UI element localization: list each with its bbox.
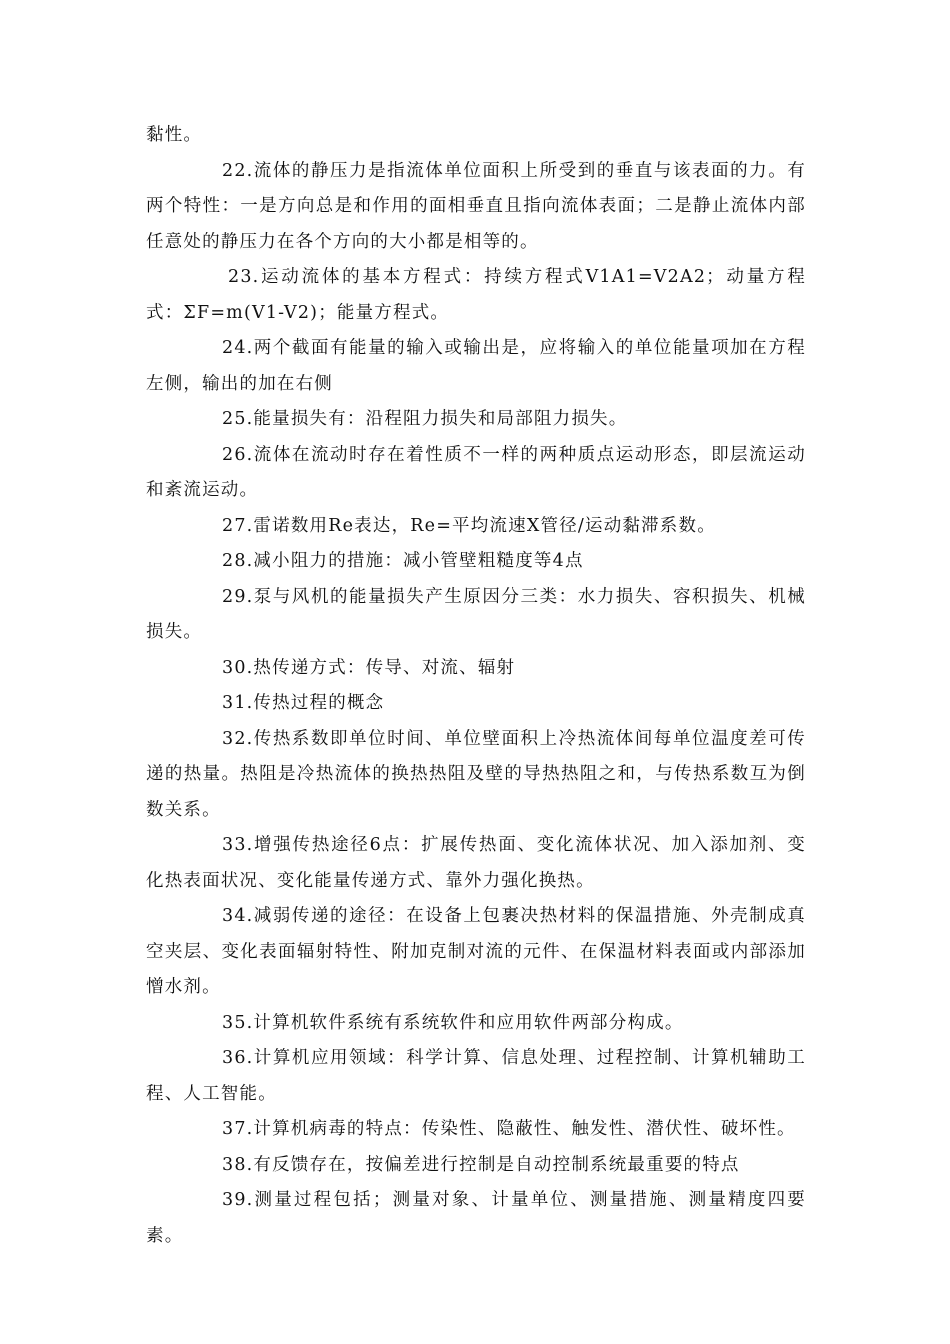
paragraph-31: 31.传热过程的概念 (222, 693, 385, 713)
paragraph-25: 25.能量损失有：沿程阻力损失和局部阻力损失。 (222, 409, 628, 429)
paragraph-37: 37.计算机病毒的特点：传染性、隐蔽性、触发性、潜伏性、破坏性。 (222, 1119, 796, 1139)
document-body (146, 118, 806, 1254)
paragraph-continuation: 黏性。 (146, 125, 203, 145)
paragraph-38: 38.有反馈存在，按偏差进行控制是自动控制系统最重要的特点 (222, 1154, 740, 1175)
paragraph-23: 23.运动流体的基本方程式：持续方程式V1A1=V2A2；动量方程式：ΣF=m(V1-V2)；能量方程式。 (146, 267, 806, 323)
paragraph-30: 30.热传递方式：传导、对流、辐射 (222, 657, 516, 678)
paragraph-24: 24.两个截面有能量的输入或输出是，应将输入的单位能量项加在方程左侧，输出的加在右侧 (146, 338, 806, 394)
paragraph-33: 33.增强传热途径6点：扩展传热面、变化流体状况、加入添加剂、变化热表面状况、变化能量传递方式、靠外力强化换热。 (146, 835, 806, 891)
paragraph-35: 35.计算机软件系统有系统软件和应用软件两部分构成。 (222, 1012, 684, 1033)
paragraph-27: 27.雷诺数用Re表达，Re=平均流速X管径/运动黏滞系数。 (222, 515, 716, 536)
paragraph-29: 29.泵与风机的能量损失产生原因分三类：水力损失、容积损失、机械损失。 (146, 586, 806, 642)
paragraph-22: 22.流体的静压力是指流体单位面积上所受到的垂直与该表面的力。有两个特性：一是方向总是和作用的面相垂直且指向流体表面；二是静止流体内部任意处的静压力在各个方向的大小都是相等的。 (146, 160, 806, 252)
paragraph-28: 28.减小阻力的措施：减小管壁粗糙度等4点 (222, 551, 584, 571)
paragraph-26: 26.流体在流动时存在着性质不一样的两种质点运动形态，即层流运动和紊流运动。 (146, 444, 806, 500)
paragraph-36: 36.计算机应用领域：科学计算、信息处理、过程控制、计算机辅助工程、人工智能。 (146, 1048, 806, 1104)
paragraph-34: 34.减弱传递的途径：在设备上包裹决热材料的保温措施、外壳制成真空夹层、变化表面辐射特性、附加克制对流的元件、在保温材料表面或内部添加憎水剂。 (146, 906, 806, 997)
paragraph-32: 32.传热系数即单位时间、单位壁面积上冷热流体间每单位温度差可传递的热量。热阻是冷热流体的换热热阻及壁的导热热阻之和，与传热系数互为倒数关系。 (146, 728, 806, 820)
paragraph-39: 39.测量过程包括；测量对象、计量单位、测量措施、测量精度四要素。 (146, 1190, 806, 1246)
